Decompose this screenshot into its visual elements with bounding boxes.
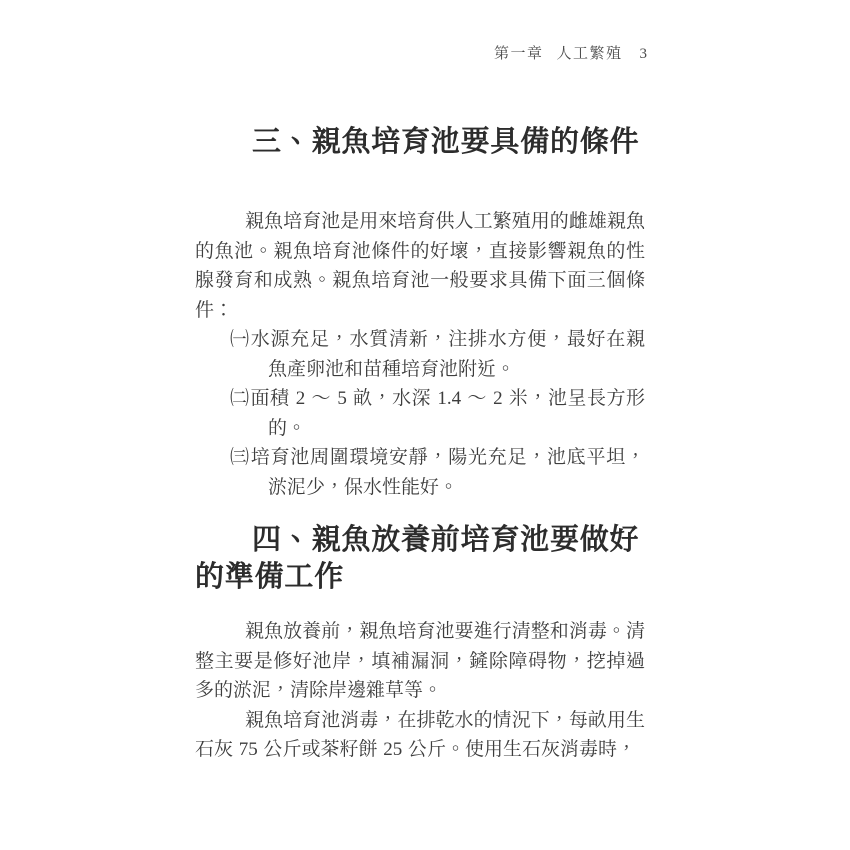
paragraph: 親魚放養前，親魚培育池要進行清整和消毒。清整主要是修好池岸，填補漏洞，鏟除障碍物，挖掉過多的淤泥，清除岸邊雜草等。	[195, 621, 645, 701]
list-item	[195, 325, 645, 384]
section-heading-4: 四、親魚放養前培育池要做好的準備工作	[195, 524, 640, 593]
list-item-marker: ㈠	[230, 329, 250, 350]
list-item-marker: ㈡	[230, 388, 250, 409]
paragraph: 親魚培育池消毒，在排乾水的情況下，每畝用生石灰 75 公斤或茶籽餅 25 公斤。使用生石灰消毒時，	[195, 709, 645, 760]
condition-list	[195, 325, 645, 502]
list-item-text: 水源充足，水質清新，注排水方便，最好在親魚產卵池和苗種培育池附近。	[250, 329, 645, 380]
chapter-label: 第一章	[493, 46, 544, 62]
list-item	[195, 384, 645, 443]
list-item	[195, 443, 645, 502]
page-number: 3	[639, 46, 647, 62]
list-item-text: 培育池周圍環境安靜，陽光充足，池底平坦，淤泥少，保水性能好。	[250, 447, 645, 498]
list-item-marker: ㈢	[230, 447, 250, 468]
page-content	[195, 63, 645, 765]
book-section-title: 人工繁殖	[556, 46, 623, 62]
section-heading-3: 三、親魚培育池要具備的條件	[252, 126, 640, 158]
list-item-text: 面積 2 ～ 5 畝，水深 1.4 ～ 2 米，池呈長方形的。	[250, 388, 645, 439]
paragraph: 親魚培育池是用來培育供人工繁殖用的雌雄親魚的魚池。親魚培育池條件的好壞，直接影響親魚的性腺發育和成熟。親魚培育池一般要求具備下面三個條件：	[195, 211, 645, 321]
running-header	[195, 46, 647, 63]
